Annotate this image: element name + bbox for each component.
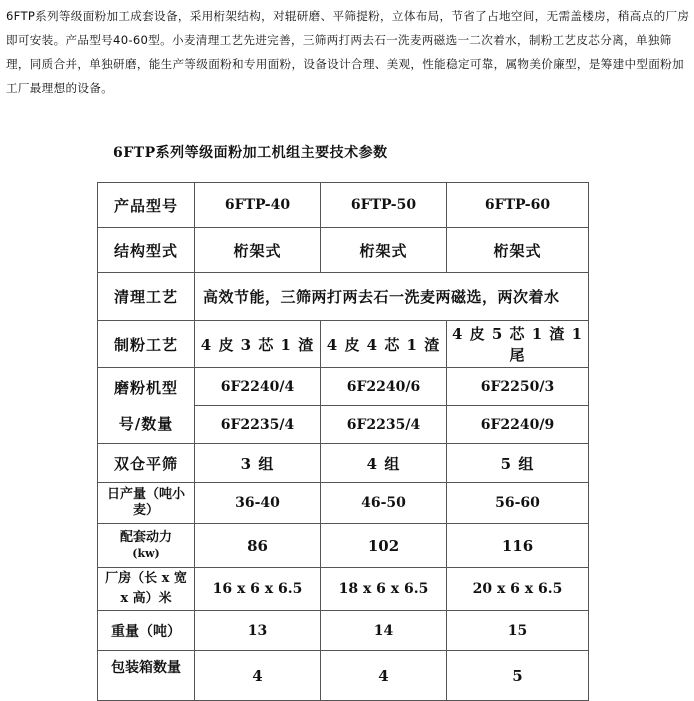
cell-mill-b-60: 6F2240/9 <box>447 406 589 444</box>
cell-mill-a-60: 6F2250/3 <box>447 368 589 406</box>
cell-weight-60: 15 <box>447 611 589 651</box>
cell-milling-40: 4 皮 3 芯 1 渣 <box>195 321 321 368</box>
table-row-model <box>98 183 589 228</box>
cell-mill-a-50: 6F2240/6 <box>321 368 447 406</box>
row-label-power <box>98 524 195 568</box>
table-row-plant <box>98 568 589 611</box>
cell-output-60: 56-60 <box>447 483 589 524</box>
row-label-sifter: 双仓平筛 <box>98 444 195 483</box>
row-label-mill <box>98 368 195 444</box>
cell-mill-b-40: 6F2235/4 <box>195 406 321 444</box>
table-row-power <box>98 524 589 568</box>
row-label-power-text: 配套动力 <box>119 529 172 545</box>
cell-plant-60: 20 x 6 x 6.5 <box>447 568 589 611</box>
cell-packing-60: 5 <box>447 651 589 701</box>
cell-structure-50: 桁架式 <box>321 228 447 273</box>
cell-output-50: 46-50 <box>321 483 447 524</box>
table-row-milling <box>98 321 589 368</box>
table-row-cleaning <box>98 273 589 321</box>
table-row-sifter <box>98 444 589 483</box>
cell-model-50: 6FTP-50 <box>321 183 447 228</box>
table-row-mill-a <box>98 368 589 406</box>
cell-output-40: 36-40 <box>195 483 321 524</box>
row-label-mill-line1: 磨粉机型 <box>113 378 178 397</box>
spec-table <box>97 182 589 701</box>
row-label-output: 日产量（吨小麦） <box>98 483 195 524</box>
cell-milling-60: 4 皮 5 芯 1 渣 1 尾 <box>447 321 589 368</box>
cell-structure-60: 桁架式 <box>447 228 589 273</box>
cell-mill-a-40: 6F2240/4 <box>195 368 321 406</box>
row-label-mill-line2: 号/数量 <box>118 414 174 433</box>
row-label-cleaning: 清理工艺 <box>98 273 195 321</box>
cell-sifter-60: 5 组 <box>447 444 589 483</box>
intro-paragraph: 6FTP系列等级面粉加工成套设备，采用桁架结构，对辊研磨、平筛提粉，立体布局，节省了占地空间，无需盖楼房，稍高点的厂房即可安装。产品型号40-60型。小麦清理工艺先进完善，三筛两打两去石一洗麦两磁选一二次着水，制粉工艺皮芯分离，单独筛理，同质合并，单独研磨，能生产等级面粉和专用面粉，设备设计合理、美观，性能稳定可靠，属物美价廉型，是筹建中型面粉加工厂最理想的设备。 <box>6 9 690 95</box>
cell-packing-50: 4 <box>321 651 447 701</box>
row-label-power-unit: (kw) <box>132 546 160 560</box>
cell-power-40: 86 <box>195 524 321 568</box>
cell-plant-50: 18 x 6 x 6.5 <box>321 568 447 611</box>
cell-sifter-50: 4 组 <box>321 444 447 483</box>
cell-weight-50: 14 <box>321 611 447 651</box>
cell-plant-40: 16 x 6 x 6.5 <box>195 568 321 611</box>
table-title: 6FTP系列等级面粉加工机组主要技术参数 <box>113 145 388 161</box>
cell-model-40: 6FTP-40 <box>195 183 321 228</box>
cell-sifter-40: 3 组 <box>195 444 321 483</box>
row-label-structure: 结构型式 <box>98 228 195 273</box>
cell-milling-50: 4 皮 4 芯 1 渣 <box>321 321 447 368</box>
table-row-weight <box>98 611 589 651</box>
cell-power-50: 102 <box>321 524 447 568</box>
table-row-packing <box>98 651 589 701</box>
cell-packing-40: 4 <box>195 651 321 701</box>
cell-structure-40: 桁架式 <box>195 228 321 273</box>
row-label-milling: 制粉工艺 <box>98 321 195 368</box>
table-row-structure <box>98 228 589 273</box>
cell-weight-40: 13 <box>195 611 321 651</box>
row-label-model: 产品型号 <box>98 183 195 228</box>
row-label-weight: 重量（吨） <box>98 611 195 651</box>
cell-power-60: 116 <box>447 524 589 568</box>
table-row-output <box>98 483 589 524</box>
cell-model-60: 6FTP-60 <box>447 183 589 228</box>
row-label-plant: 厂房（长 x 宽 x 高）米 <box>98 568 195 611</box>
cell-cleaning: 高效节能，三筛两打两去石一洗麦两磁选，两次着水 <box>195 273 589 321</box>
row-label-packing: 包装箱数量 <box>98 651 195 701</box>
cell-mill-b-50: 6F2235/4 <box>321 406 447 444</box>
